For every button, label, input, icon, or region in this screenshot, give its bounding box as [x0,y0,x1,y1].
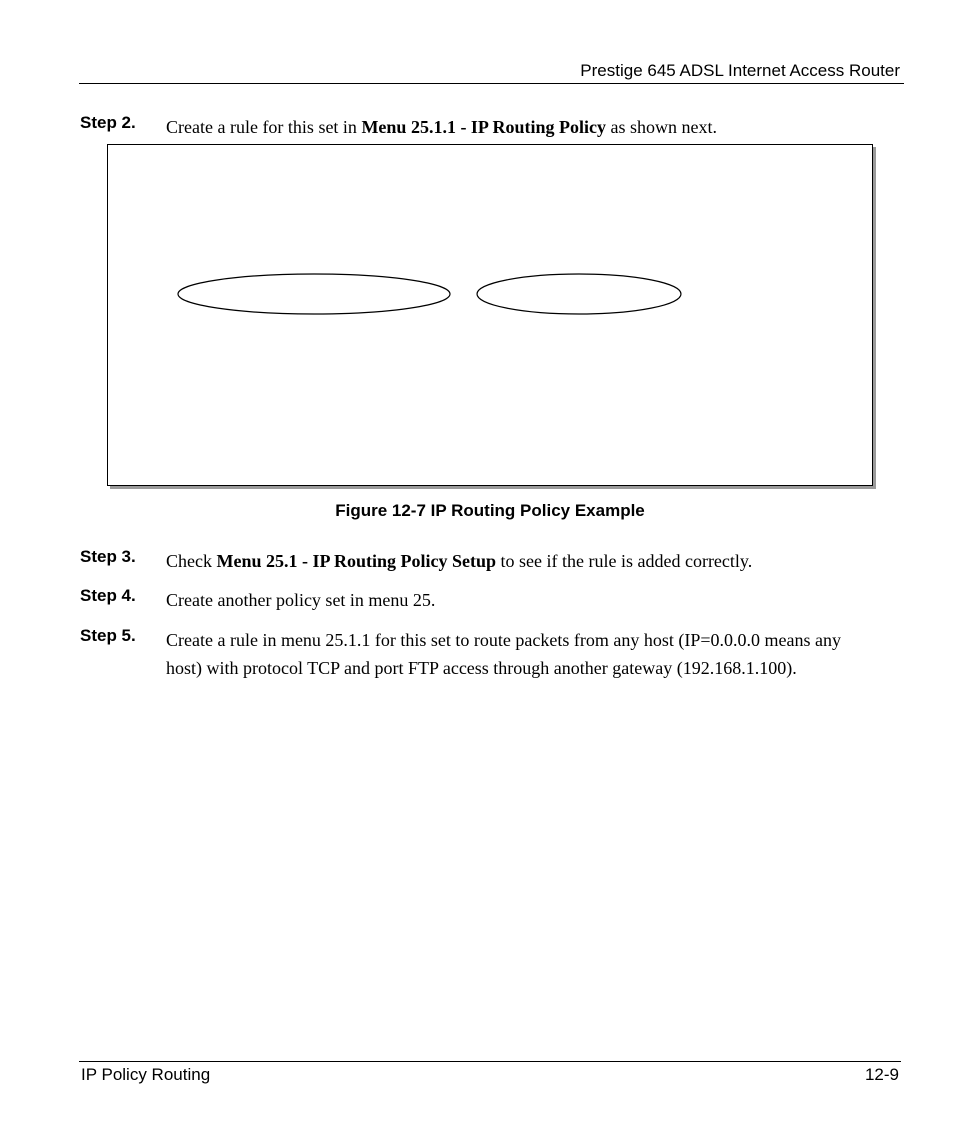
footer-section-title: IP Policy Routing [81,1065,211,1084]
step-text-plain: as shown next. [605,117,717,137]
figure-annotations [108,145,872,485]
step-label: Step 3. [80,547,136,566]
step-label: Step 5. [80,626,136,645]
footer-divider [79,1061,901,1062]
step-text-plain: Create a rule for this set in [166,117,362,137]
step-text-plain: to see if the rule is added correctly. [496,551,753,571]
step-label: Step 2. [80,113,136,132]
step-text: Create a rule in menu 25.1.1 for this set to route packets from any host (IP=0.0.0.0 means any host) with protocol TCP and port FTP access through another gateway (192.168.1.100). [166,630,841,678]
highlight-ellipse [178,274,450,314]
header-divider [79,83,904,84]
figure-screen-capture [107,144,873,486]
figure-caption: Figure 12-7 IP Routing Policy Example [335,501,645,520]
menu-reference: Menu 25.1 - IP Routing Policy Setup [216,551,497,571]
step-text: Create another policy set in menu 25. [166,590,436,610]
running-header-title: Prestige 645 ADSL Internet Access Router [580,61,900,80]
step-text-plain: Check [166,551,217,571]
page-number: 12-9 [864,1065,899,1084]
highlight-ellipse [477,274,681,314]
step-label: Step 4. [80,586,136,605]
step-text [166,547,881,575]
step-text [166,113,881,141]
menu-reference: Menu 25.1.1 - IP Routing Policy [361,117,606,137]
